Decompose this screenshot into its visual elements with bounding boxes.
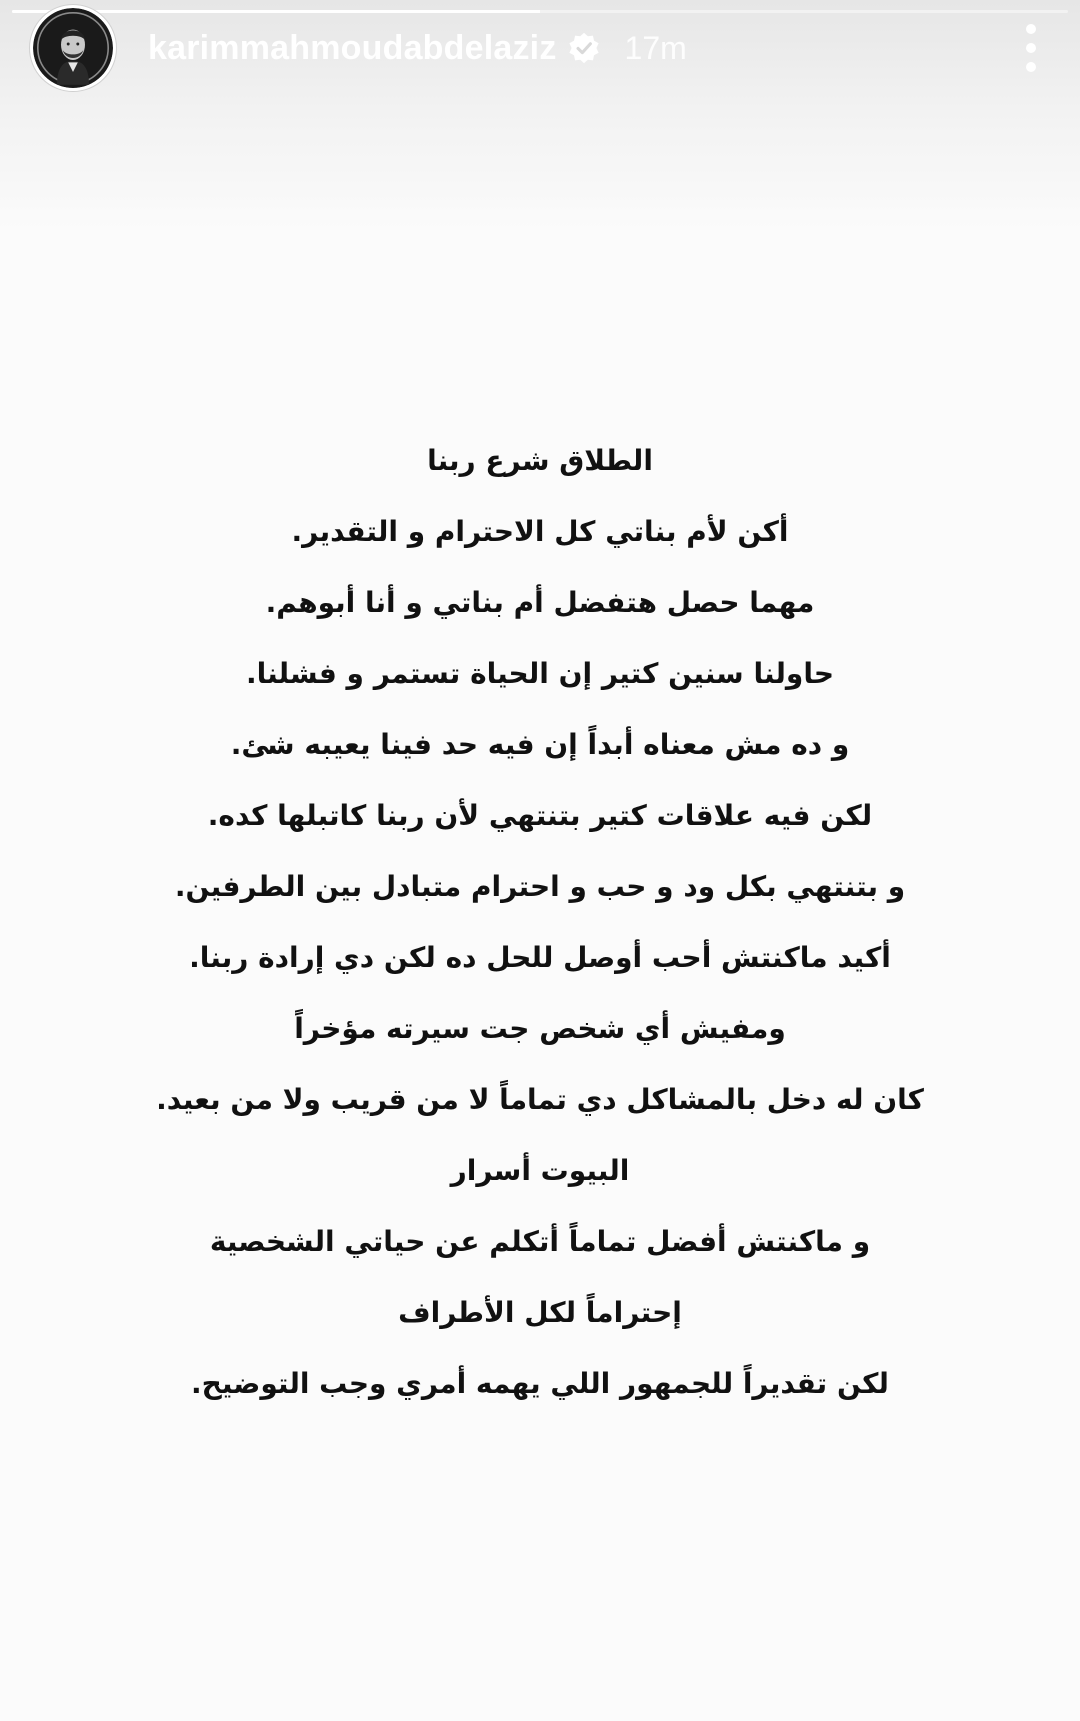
verified-badge-icon [567, 31, 601, 65]
story-text [0, 425, 1080, 1419]
story-header [0, 0, 1080, 96]
story-text-line: كان له دخل بالمشاكل دي تماماً لا من قريب ولا من بعيد. [156, 1083, 924, 1116]
story-text-line: أكن لأم بناتي كل الاحترام و التقدير. [291, 515, 789, 548]
avatar-image [33, 8, 113, 88]
story-meta [148, 22, 687, 74]
story-text-line: أكيد ماكنتش أحب أوصل للحل ده لكن دي إرادة ربنا. [189, 941, 891, 974]
story-text-line: و بتنتهي بكل ود و حب و احترام متبادل بين الطرفين. [174, 870, 906, 903]
story-text-line: البيوت أسرار [450, 1154, 630, 1187]
story-text-line: ومفيش أي شخص جت سيرته مؤخراً [294, 1012, 786, 1045]
more-dot [1026, 62, 1036, 72]
more-dot [1026, 43, 1036, 53]
story-text-line: إحتراماً لكل الأطراف [398, 1296, 682, 1329]
story-text-line: و ده مش معناه أبداً إن فيه حد فينا يعيبه شئ. [230, 728, 850, 761]
post-time: 17m [624, 29, 687, 66]
story-text-line: و ماكنتش أفضل تماماً أتكلم عن حياتي الشخصية [209, 1225, 871, 1258]
username-link[interactable]: karimmahmoudabdelaziz [148, 28, 557, 67]
story-text-line: حاولنا سنين كتير إن الحياة تستمر و فشلنا. [245, 657, 835, 690]
story-text-line: لكن فيه علاقات كتير بتنتهي لأن ربنا كاتبلها كده. [207, 799, 873, 832]
story-text-line: الطلاق شرع ربنا [427, 444, 653, 477]
profile-photo-icon[interactable] [30, 5, 116, 91]
more-dot [1026, 24, 1036, 34]
story-text-line: مهما حصل هتفضل أم بناتي و أنا أبوهم. [265, 586, 815, 619]
story-text-line: لكن تقديراً للجمهور اللي يهمه أمري وجب التوضيح. [191, 1367, 889, 1400]
more-vertical-icon[interactable] [1016, 24, 1046, 72]
